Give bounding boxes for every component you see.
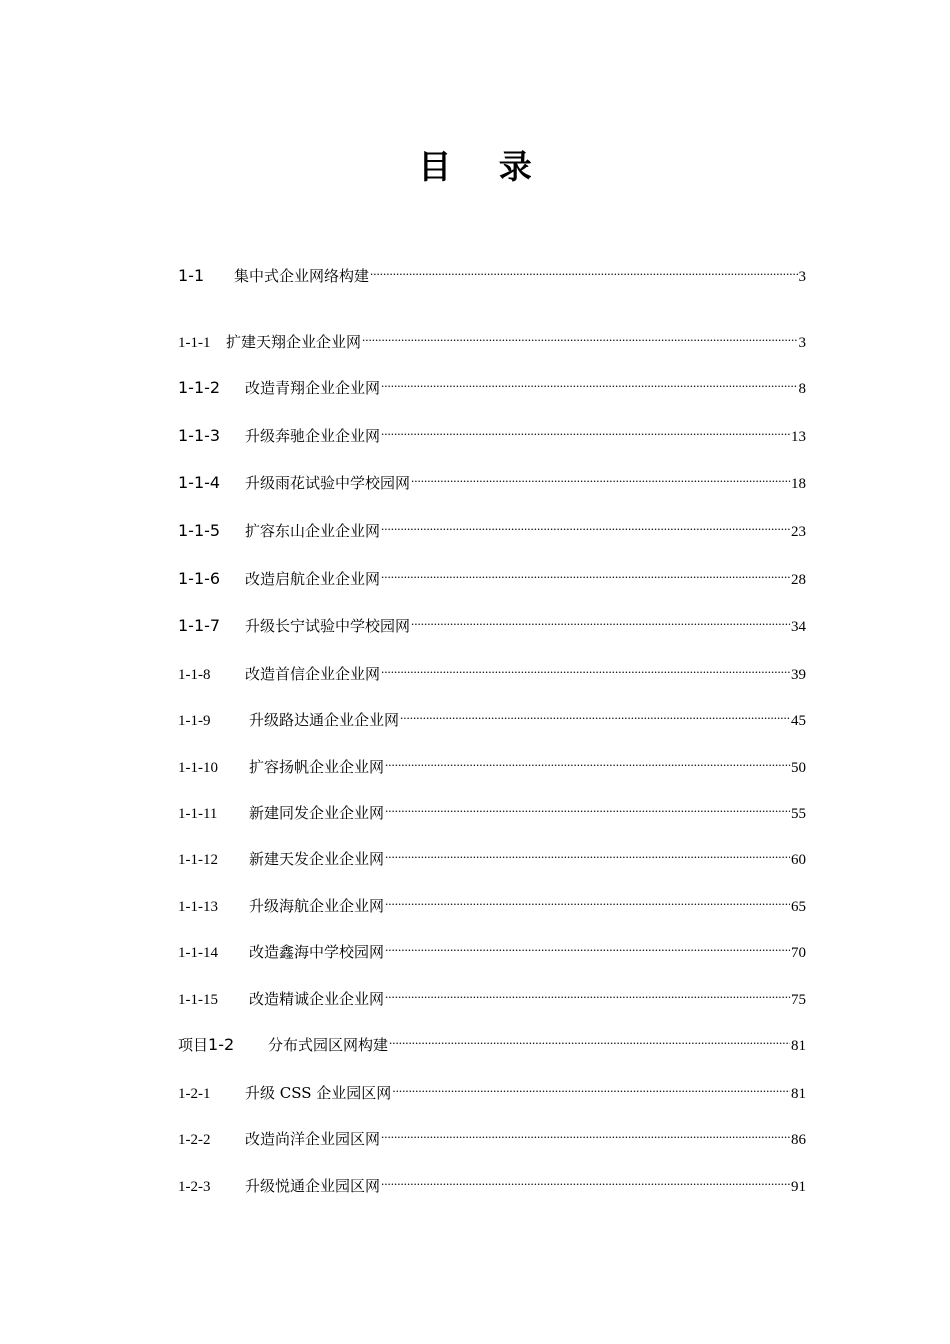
toc-entry-number: 1-1-4	[178, 473, 221, 492]
toc-entry[interactable]	[178, 842, 806, 868]
toc-entry[interactable]	[178, 514, 806, 540]
toc-entry-number: 1-2-3	[178, 1179, 211, 1195]
toc-leader-dots	[411, 609, 790, 631]
toc-entry-label: 改造首信企业企业网	[245, 665, 381, 683]
toc-entry-number: 1-1-12	[178, 852, 218, 868]
toc-leader-dots	[400, 703, 790, 725]
toc-entry-number: 1-1-10	[178, 760, 218, 776]
toc-leader-dots	[385, 750, 790, 772]
toc-entry[interactable]	[178, 1028, 806, 1054]
toc-entry-page: 3	[798, 335, 806, 351]
toc-entry-page: 45	[791, 713, 806, 729]
toc-entry-number: 1-1-15	[178, 992, 218, 1008]
toc-entry-page: 91	[791, 1179, 806, 1195]
toc-entry-page: 13	[791, 429, 806, 445]
toc-entry-page: 55	[791, 806, 806, 822]
toc-entry-number: 1-1	[178, 266, 205, 285]
toc-entry-label: 升级悦通企业园区网	[245, 1177, 381, 1195]
toc-entry-label: 改造精诚企业企业网	[249, 990, 385, 1008]
toc-leader-dots	[381, 1169, 790, 1191]
toc-entry-page: 70	[791, 945, 806, 961]
toc-entry-page: 86	[791, 1132, 806, 1148]
toc-leader-dots	[370, 259, 797, 281]
toc-entry-page: 81	[791, 1038, 806, 1054]
toc-entry-label: 新建天发企业企业网	[249, 850, 385, 868]
toc-entry-page: 3	[798, 269, 806, 285]
toc-entry[interactable]	[178, 259, 806, 285]
toc-entry-number	[178, 1034, 268, 1057]
toc-entry-page: 75	[791, 992, 806, 1008]
toc-entry-page: 50	[791, 760, 806, 776]
toc-entry-number: 1-2-1	[178, 1086, 211, 1102]
toc-leader-dots	[392, 1076, 790, 1098]
toc-leader-dots	[385, 889, 790, 911]
toc-entry-number: 1-1-7	[178, 616, 221, 635]
toc-entry[interactable]	[178, 796, 806, 822]
toc-entry-number: 1-1-5	[178, 521, 221, 540]
toc-entry-label: 扩建天翔企业企业网	[226, 333, 362, 351]
toc-entry[interactable]	[178, 703, 806, 729]
toc-entry-page: 28	[791, 572, 806, 588]
toc-entry-number-value: 1-2	[208, 1035, 235, 1054]
toc-entry[interactable]	[178, 750, 806, 776]
toc-entry-label: 扩容东山企业企业网	[245, 522, 381, 540]
toc-entry-number: 1-1-11	[178, 806, 218, 822]
toc-leader-dots	[381, 371, 797, 393]
toc-entry[interactable]	[178, 1076, 806, 1102]
toc-leader-dots	[381, 514, 790, 536]
toc-entry[interactable]	[178, 889, 806, 915]
page-title: 目 录	[418, 147, 550, 186]
toc-entry-page: 65	[791, 899, 806, 915]
toc-entry-page: 23	[791, 524, 806, 540]
toc-entry-label: 升级奔驰企业企业网	[245, 427, 381, 445]
toc-leader-dots	[389, 1028, 790, 1050]
toc-entry-number: 1-1-13	[178, 899, 218, 915]
toc-entry-page: 39	[791, 667, 806, 683]
toc-entry-label: 扩容扬帆企业企业网	[249, 758, 385, 776]
toc-entry-number: 1-1-3	[178, 426, 221, 445]
toc-entry[interactable]	[178, 562, 806, 588]
toc-entry[interactable]	[178, 1122, 806, 1148]
toc-entry-number: 1-1-14	[178, 945, 218, 961]
toc-entry-number: 1-1-2	[178, 378, 221, 397]
toc-entry[interactable]	[178, 371, 806, 397]
toc-leader-dots	[381, 562, 790, 584]
toc-entry-label: 改造尚洋企业园区网	[245, 1130, 381, 1148]
toc-entry-label: 升级 CSS 企业园区网	[245, 1084, 392, 1102]
toc-leader-dots	[381, 1122, 790, 1144]
toc-entry-label: 升级长宁试验中学校园网	[245, 617, 411, 635]
toc-entry-label: 改造鑫海中学校园网	[249, 943, 385, 961]
toc-entry[interactable]	[178, 609, 806, 635]
toc-entry-number: 1-1-1	[178, 335, 211, 351]
toc-leader-dots	[385, 935, 790, 957]
toc-leader-dots	[385, 796, 790, 818]
toc-leader-dots	[385, 982, 790, 1004]
toc-entry[interactable]	[178, 982, 806, 1008]
toc-entry-number: 1-1-9	[178, 713, 211, 729]
toc-entry-label: 升级海航企业企业网	[249, 897, 385, 915]
toc-entry-number: 1-1-6	[178, 569, 221, 588]
toc-entry-label: 改造青翔企业企业网	[245, 379, 381, 397]
toc-entry-label: 升级路达通企业企业网	[249, 711, 400, 729]
toc-entry[interactable]	[178, 935, 806, 961]
toc-entry-page: 34	[791, 619, 806, 635]
toc-leader-dots	[385, 842, 790, 864]
toc-entry[interactable]	[178, 325, 806, 351]
toc-entry-label: 分布式园区网构建	[268, 1036, 389, 1054]
toc-entry-label: 升级雨花试验中学校园网	[245, 474, 411, 492]
toc-entry[interactable]	[178, 466, 806, 492]
toc-leader-dots	[381, 419, 790, 441]
toc-entry-number: 1-1-8	[178, 667, 211, 683]
toc-entry-label: 新建同发企业企业网	[249, 804, 385, 822]
toc-entry-page: 8	[798, 381, 806, 397]
toc-entry[interactable]	[178, 657, 806, 683]
toc-entry-page: 18	[791, 476, 806, 492]
toc-entry-label: 改造启航企业企业网	[245, 570, 381, 588]
toc-entry[interactable]	[178, 1169, 806, 1195]
toc-entry-number: 1-2-2	[178, 1132, 211, 1148]
toc-entry[interactable]	[178, 419, 806, 445]
toc-entry-prefix: 项目	[178, 1036, 209, 1054]
toc-entry-label: 集中式企业网络构建	[234, 267, 370, 285]
toc-leader-dots	[381, 657, 790, 679]
toc-entry-page: 81	[791, 1086, 806, 1102]
toc-entry-page: 60	[791, 852, 806, 868]
toc-leader-dots	[362, 325, 797, 347]
toc-leader-dots	[411, 466, 790, 488]
